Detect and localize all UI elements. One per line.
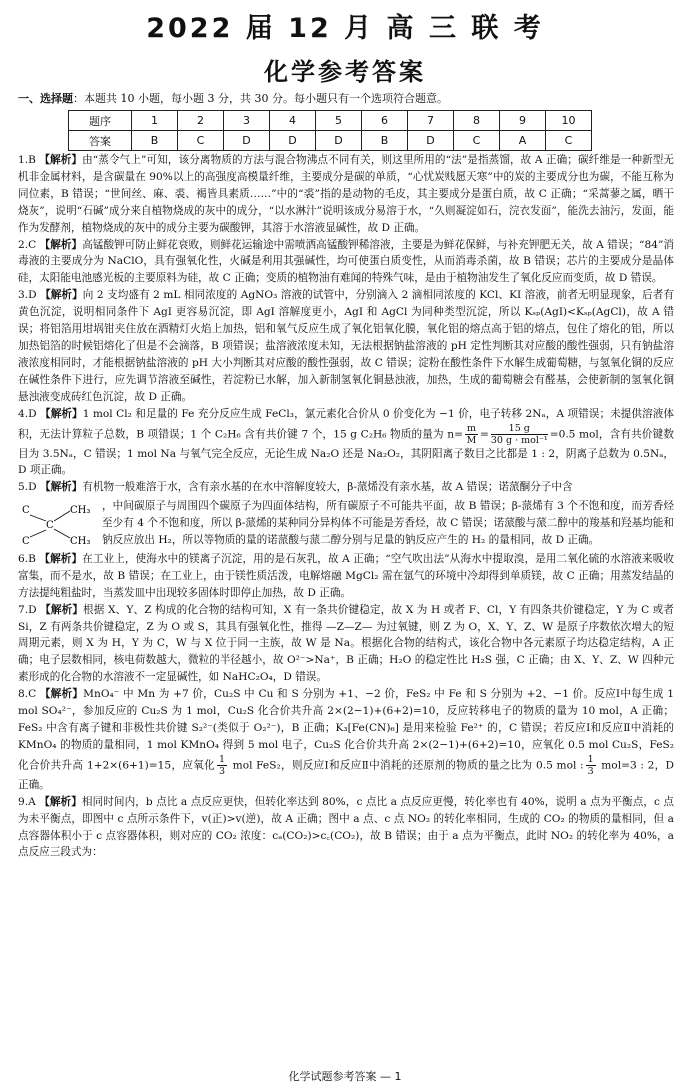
answer-table-number: 4 <box>270 111 316 131</box>
fraction-numerator: 1 <box>218 753 226 765</box>
explanations <box>18 152 674 861</box>
structure-atom: CH₃ <box>70 504 91 516</box>
exam-title: 2022 届 12 月 高 三 联 考 <box>146 13 544 44</box>
analysis-tag: 【解析】 <box>39 688 84 701</box>
answer-table <box>68 110 592 151</box>
answer-table-answer-label: 答案 <box>69 131 132 151</box>
answer-table-number: 7 <box>408 111 454 131</box>
fraction-denominator: 3 <box>218 765 226 777</box>
question-number: 6.B <box>18 552 36 565</box>
question-number: 5.D <box>18 481 37 494</box>
answer-table-answer: B <box>362 131 408 151</box>
question-explanation-3 <box>18 287 674 405</box>
structure-atom: C <box>22 535 30 547</box>
answer-table-answer: A <box>500 131 546 151</box>
answer-table-answer: B <box>132 131 178 151</box>
question-number: 3.D <box>18 289 37 302</box>
explanation-text: 根据 X、Y、Z 构成的化合物的结构可知，X 有一条共价键稳定，故 X 为 H 或者 F、Cl，Y 有四条共价键稳定，Y 为 C 或者 Si，Z 有两条共价键稳定，Z 为 O 或 S，其具有强氧化性，推得 —Z—Z— 为过氧键，则 Z 为 O，X、Y、Z、W 是原子序数依次增大的短周期元素，则 X 为 H，Y 为 C，W 与 X 位于同一主族，故 W 是 Na。根据化合物的结构式，该化合物中各元素原子均达稳定结构，A 正确；电子层数相同，核电荷数越大，微粒的半径越小，故 O²⁻>Na⁺，B 正确；H₂O 的稳定性比 H₂S 强，C 正确；由 X、Y、Z、W 四种元素形成的化合物的水溶液不一定显碱性，如 NaHC₂O₄，D 错误。 <box>18 603 675 684</box>
explanation-text: 在工业上，使海水中的镁离子沉淀，用的是石灰乳，故 A 正确；“空气吹出法”从海水中提取溴，是用二氧化硫的水溶液来吸收富集，而不是水，故 B 错误；在工业上，由于镁性质活泼，电解熔融 MgCl₂ 需在氩气的环境中冷却得到单质镁，故 C 正确；用蒸发结晶的方法提纯粗盐时，当蒸发皿中出现较多固体时即停止加热，故 D 正确。 <box>18 552 675 599</box>
fraction <box>586 754 596 777</box>
explanation-text: mol FeS₂，则反应Ⅰ和反应Ⅱ中消耗的还原剂的物质的量之比为 0.5 mol : <box>229 759 584 772</box>
explanation-text: 高锰酸钾可防止鲜花衰败，则鲜花运输途中需喷洒高锰酸钾稀溶液，主要是为鲜花保鲜，与补充钾肥无关，故 A 错误；“84”消毒液的主要成分为 NaClO，具有强氧化性，火碱是利用其强碱性，均可使蛋白质变性，从而消毒杀菌，故 B 错误；芯片的主要成分是晶体硅，太阳能电池感光板的主要原料为硅，故 C 正确；变质的植物油有难闻的特殊气味，是由于植物油发生了氧化反应而变质，故 D 错误。 <box>18 238 674 285</box>
analysis-tag: 【解析】 <box>40 407 83 420</box>
explanation-text: MnO₄⁻ 中 Mn 为 +7 价，Cu₂S 中 Cu 和 S 分别为 +1、−2 价，FeS₂ 中 Fe 和 S 分别为 +2、−1 价。反应Ⅰ中每生成 1 mol SO₄²⁻，参加反应的 Cu₂S 为 1 mol，Cu₂S 化合价共升高 2×(2−1)+(6+2)=10，反应转移电子的物质的量为 10 mol，A 正确；FeS₂ 中含有离子键和非极性共价键 S₂²⁻(类似于 O₂²⁻)，B 正确；K₃[Fe(CN)₆] 是用来检验 Fe²⁺ 的，C 错误；若反应Ⅰ和反应Ⅱ中消耗的 KMnO₄ 的物质的量相同，1 mol KMnO₄ 得到 5 mol 电子，Cu₂S 化合价共升高 2×(2−1)+(6+2)=10，应氧化 0.5 mol Cu₂S，FeS₂ 化合价共升高 1+2×(6+1)=15，应氧化 <box>18 688 674 772</box>
analysis-tag: 【解析】 <box>40 289 83 302</box>
question-number: 9.A <box>18 795 36 808</box>
answer-table-answer-row <box>69 131 592 151</box>
structure-atom: CH₃ <box>70 535 91 547</box>
fraction <box>491 423 548 446</box>
question-number: 7.D <box>18 603 37 616</box>
fraction-numerator: m <box>466 422 476 434</box>
analysis-tag: 【解析】 <box>39 795 82 808</box>
answer-table-answer: C <box>178 131 224 151</box>
bond-line <box>54 529 70 538</box>
question-explanation-9 <box>18 794 674 862</box>
analysis-tag: 【解析】 <box>39 238 83 251</box>
explanation-text: =0.5 mol，含有共价键数目为 3.5Nₐ，C 错误；1 mol Na 与氧气完全反应，无论生成 Na₂O 还是 Na₂O₂，其阴阳离子数目之比都是 1 : 2，阴离子总数为 0.5Nₐ，D 项正确。 <box>18 428 675 477</box>
answer-table-number: 2 <box>178 111 224 131</box>
section-label: 一、选择题 <box>18 92 73 105</box>
question-number: 4.D <box>18 407 37 420</box>
question-explanation-8 <box>18 686 674 794</box>
question-explanation-5 <box>18 479 674 549</box>
explanation-text: 有机物一般难溶于水，含有亲水基的在水中溶解度较大，β-蒎烯没有亲水基，故 A 错误；诺蒎酮分子中含 <box>82 481 573 494</box>
question-explanation-2 <box>18 237 674 288</box>
explanation-text: 由“蒸令气上”可知，该分离物质的方法与混合物沸点不同有关，则这里所用的“法”是指蒸馏，故 A 正确；碳纤维是一种新型无机非金属材料，是含碳量在 90%以上的高强度高模量纤维，主要成分是碳的单质，“心忧炭贱愿天寒”中的炭的主要成分也为碳，不能互称为同位素，B 错误；“世间丝、麻、裘、褐皆具素质……”中的“裘”指的是动物的毛皮，其主要成分是蛋白质，故 C 正确；“采蒿蓼之属，晒干烧灰”，说明“石碱”成分来自植物烧成的灰中的成分，“以水淋汁”说明该成分易溶于水，“久则凝淀如石，浣衣发面”，能洗去油污，发面，能作为发酵剂，植物烧成的灰中的成分主要为碳酸钾，其溶于水溶液显碱性，故 D 正确。 <box>18 154 675 234</box>
fraction-numerator: 15 g <box>491 423 548 435</box>
analysis-tag: 【解析】 <box>39 154 83 166</box>
analysis-tag: 【解析】 <box>40 603 84 616</box>
exam-subtitle: 化学参考答案 <box>264 58 426 86</box>
answer-table-header-label: 题序 <box>69 111 132 131</box>
structure-row <box>18 498 674 549</box>
answer-table-answer: C <box>454 131 500 151</box>
question-explanation-6 <box>18 551 674 602</box>
question-explanation-7 <box>18 602 674 687</box>
explanation-text: mol=3 : 2，D 正确。 <box>18 759 674 791</box>
answer-table-number: 8 <box>454 111 500 131</box>
section-heading <box>18 92 448 106</box>
fraction <box>217 754 227 777</box>
answer-table-number: 5 <box>316 111 362 131</box>
answer-table-answer: D <box>224 131 270 151</box>
answer-table-number: 9 <box>500 111 546 131</box>
answer-table-number: 1 <box>132 111 178 131</box>
structure-atom: C <box>46 519 54 531</box>
question-number: 2.C <box>18 238 37 251</box>
section-note: ：本题共 10 小题，每小题 3 分，共 30 分。每小题只有一个选项符合题意。 <box>73 92 448 105</box>
answer-table-answer: C <box>546 131 592 151</box>
fraction-denominator: 3 <box>587 765 594 777</box>
explanation-text: 向 2 支均盛有 2 mL 相同浓度的 AgNO₃ 溶液的试管中，分别滴入 2 滴相同浓度的 KCl、KI 溶液，前者无明显现象，后者有黄色沉淀，说明相同条件下 AgI 更容易沉淀，即 AgI 溶解度更小，AgI 和 AgCl 为同种类型沉淀，所以 Kₛₚ(AgI)<Kₛₚ(AgCl)，故 A 错误；将铝箔用坩埚钳夹住放在酒精灯火焰上加热，铝和氧气反应生成了氧化铝氧化膜，氧化铝的熔点高于铝的熔点，包住了熔化的铝，所以加热铝箔的时候铝熔化了但是不会滴落，B 项错误；盐溶液浓度未知，无法根据钠盐溶液的 pH 定性判断其对应酸的酸性强弱，只有钠盐溶液浓度相同时，才能根据钠盐溶液的 pH 大小判断其对应酸的酸性强弱，故 C 错误；淀粉在酸性条件下水解生成葡萄糖，与氢氧化铜的反应在碱性条件下进行，应先调节溶液至碱性，若淀粉已水解，加入新制氢氧化铜悬浊液，加热，生成的葡萄糖会有醛基，会使新制的氢氧化铜悬浊液变成砖红色沉淀，故 D 正确。 <box>18 289 674 403</box>
answer-table-answer: D <box>316 131 362 151</box>
fraction-denominator: M <box>466 434 477 446</box>
quaternary-carbon-structure <box>18 501 98 547</box>
question-number: 8.C <box>18 688 37 701</box>
explanation-text: ，中间碳原子与周围四个碳原子为四面体结构，所有碳原子不可能共平面，故 B 错误；β-蒎烯有 3 个不饱和度，而芳香烃至少有 4 个不饱和度，所以 β-蒎烯的某种同分异构体不可能是芳香烃，故 C 错误；诺蒎酸与蒎二醇中的羧基和羟基均能和钠反应放出 H₂，所以等物质的量的诺蒎酸与蒎二醇分别与足量的钠反应产生的 H₂ 的量相同，故 D 正确。 <box>102 500 674 547</box>
bond-line <box>30 530 46 537</box>
question-explanation-4 <box>18 406 674 480</box>
question-number: 1.B <box>18 154 36 166</box>
bond-line <box>54 511 70 521</box>
structure-atom: C <box>22 504 30 516</box>
analysis-tag: 【解析】 <box>39 552 83 565</box>
explanation-text: 1 mol Cl₂ 和足量的 Fe 充分反应生成 FeCl₃，氯元素化合价从 0 价变化为 −1 价，电子转移 2Nₐ，A 项错误；未提供溶液体积，无法计算粒子总数，B 项错误；1 个 C₂H₆ 含有共价键 7 个，15 g C₂H₆ 物质的量为 n= <box>18 407 675 440</box>
answer-table-number: 6 <box>362 111 408 131</box>
fraction-denominator: 30 g · mol⁻¹ <box>490 434 548 446</box>
analysis-tag: 【解析】 <box>39 481 83 494</box>
explanation-text: 相同时间内，b 点比 a 点反应更快，但转化率达到 80%，c 点比 a 点反应更慢，转化率也有 40%，说明 a 点为平衡点，c 点为未平衡点，即图中 c 点所示条件下，v(正)>v(逆)，故 A 正确；图中 a 点、c 点 NO₂ 的转化率相同，生成的 CO₂ 的物质的量相同，但 a 点容器体积小于 c 点容器体积，则对应的 CO₂ 浓度：cₐ(CO₂)>c꜀(CO₂)，故 B 错误；由于 a 点为平衡点，此时 NO₂ 的转化率为 40%，a 点反应三段式为： <box>18 795 675 859</box>
answer-table-answer: D <box>408 131 454 151</box>
page-footer: 化学试题参考答案 — 1 <box>288 1070 402 1083</box>
answer-table-number: 10 <box>546 111 592 131</box>
bond-line <box>30 515 46 521</box>
fraction <box>465 423 478 446</box>
answer-table-number: 3 <box>224 111 270 131</box>
explanation-text: = <box>479 428 489 440</box>
answer-table-number-row <box>69 111 592 131</box>
question-explanation-1 <box>18 152 674 237</box>
fraction-numerator: 1 <box>587 753 594 765</box>
answer-table-answer: D <box>270 131 316 151</box>
